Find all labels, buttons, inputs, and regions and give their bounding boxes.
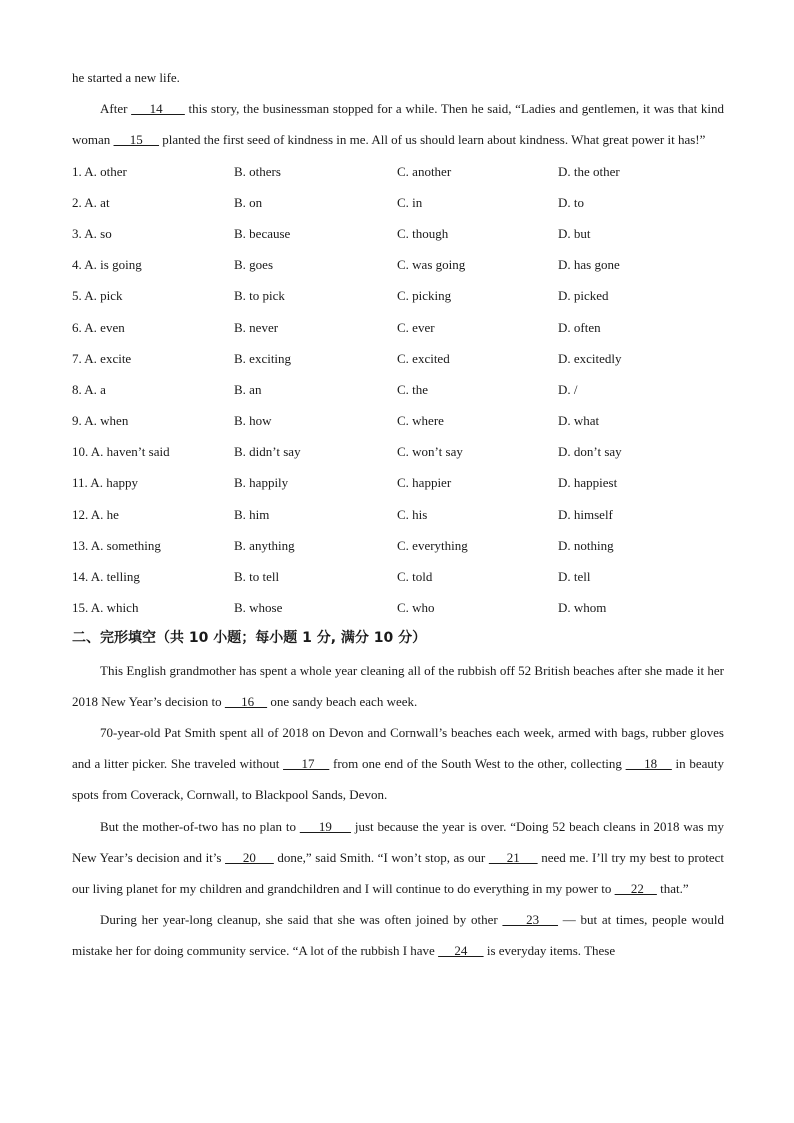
- text-run: 70-year-old Pat Smith spent all of 2018 on Devon and Cornwall’s beaches each week, armed with bags, rubber gloves and a litter picker. She traveled without: [72, 725, 724, 772]
- text-run: During her year-long cleanup, she said that she was often joined by other: [100, 912, 503, 928]
- option-c: C. where: [397, 413, 444, 429]
- option-c: C. was going: [397, 257, 466, 273]
- option-a: 12. A. he: [72, 506, 119, 522]
- blank-23: 23: [502, 912, 559, 928]
- document-page: [72, 62, 724, 967]
- blank-20: 20: [225, 849, 274, 865]
- section-title: 二、完形填空（共 10 小题；每小题 1 分, 满分 10 分）: [72, 630, 427, 647]
- option-row: [72, 530, 724, 561]
- option-a: 13. A. something: [72, 537, 161, 553]
- passage-line: he started a new life.: [72, 70, 180, 85]
- option-row: [72, 405, 724, 436]
- option-b: B. to pick: [234, 288, 285, 304]
- option-row: [72, 561, 724, 592]
- option-d: D. don’t say: [558, 444, 622, 460]
- option-d: D. whom: [558, 600, 607, 616]
- option-a: 1. A. other: [72, 163, 127, 179]
- option-b: B. goes: [234, 257, 273, 273]
- option-c: C. who: [397, 600, 435, 616]
- blank-16: 16: [224, 693, 268, 709]
- option-a: 6. A. even: [72, 319, 125, 335]
- option-c: C. picking: [397, 288, 452, 304]
- option-b: B. didn’t say: [234, 444, 301, 460]
- text-run: that.”: [656, 881, 689, 897]
- text-run: planted the first seed of kindness in me. All of us should learn about kindness. What great power it has!”: [159, 132, 706, 148]
- option-d: D. often: [558, 319, 601, 335]
- text-run: just because the year is over. “Doing 52 beach cleans in 2018 was my New Year’s decision and it’s: [72, 818, 724, 865]
- passage-paragraph: [72, 93, 724, 155]
- option-b: B. him: [234, 506, 270, 522]
- option-d: D. himself: [558, 506, 613, 522]
- option-d: D. excitedly: [558, 350, 622, 366]
- option-a: 3. A. so: [72, 225, 112, 241]
- blank-18: 18: [625, 756, 672, 772]
- blank-22: 22: [614, 881, 657, 897]
- option-b: B. exciting: [234, 350, 292, 366]
- text-run: After: [100, 101, 132, 117]
- option-c: C. another: [397, 163, 452, 179]
- option-c: C. won’t say: [397, 444, 463, 460]
- option-c: C. told: [397, 569, 433, 585]
- text-run: is everyday items. These: [483, 943, 616, 959]
- option-row: [72, 436, 724, 467]
- option-row: [72, 499, 724, 530]
- passage-paragraph: [72, 811, 724, 905]
- option-row: [72, 249, 724, 280]
- blank-14: 14: [131, 101, 185, 117]
- option-b: B. on: [234, 194, 263, 210]
- passage-paragraph: [72, 904, 724, 966]
- option-d: D. happiest: [558, 475, 618, 491]
- option-a: 9. A. when: [72, 413, 129, 429]
- option-row: [72, 374, 724, 405]
- option-a: 8. A. a: [72, 381, 106, 397]
- option-c: C. everything: [397, 537, 468, 553]
- text-run: But the mother-of-two has no plan to: [100, 818, 300, 834]
- option-d: D. the other: [558, 163, 620, 179]
- option-a: 7. A. excite: [72, 350, 132, 366]
- option-a: 2. A. at: [72, 194, 110, 210]
- passage-paragraph: [72, 655, 724, 717]
- text-run: from one end of the South West to the other, collecting: [329, 756, 626, 772]
- text-run: — but at times, people would mistake her for doing community service. “A lot of the rubbish I have: [72, 912, 724, 959]
- option-d: D. what: [558, 413, 600, 429]
- option-row: [72, 218, 724, 249]
- option-row: [72, 467, 724, 498]
- option-row: [72, 312, 724, 343]
- options-list: [72, 156, 724, 624]
- option-d: D. /: [558, 381, 578, 397]
- option-d: D. tell: [558, 569, 591, 585]
- option-d: D. picked: [558, 288, 609, 304]
- text-run: need me. I’ll try my best to protect our living planet for my children and grandchildren and I will continue to do everything in my power to: [72, 849, 724, 897]
- option-c: C. excited: [397, 350, 450, 366]
- option-b: B. how: [234, 413, 272, 429]
- blank-15: 15: [113, 132, 160, 148]
- text-run: done,” said Smith. “I won’t stop, as our: [273, 849, 489, 865]
- option-a: 14. A. telling: [72, 569, 140, 585]
- blank-19: 19: [299, 818, 352, 834]
- option-b: B. anything: [234, 537, 295, 553]
- option-c: C. happier: [397, 475, 452, 491]
- option-c: C. his: [397, 506, 428, 522]
- option-row: [72, 156, 724, 187]
- blank-21: 21: [488, 849, 538, 865]
- option-d: D. has gone: [558, 257, 620, 273]
- option-b: B. never: [234, 319, 279, 335]
- option-d: D. to: [558, 194, 584, 210]
- option-d: D. nothing: [558, 537, 614, 553]
- option-row: [72, 592, 724, 623]
- option-d: D. but: [558, 225, 591, 241]
- text-run: This English grandmother has spent a whole year cleaning all of the rubbish off 52 British beaches after she made it her 2018 New Year’s decision to: [72, 662, 724, 709]
- option-row: [72, 187, 724, 218]
- option-a: 4. A. is going: [72, 257, 142, 273]
- text-run: this story, the businessman stopped for a while. Then he said, “Ladies and gentlemen, it was that kind woman: [72, 101, 725, 148]
- blank-17: 17: [283, 756, 330, 772]
- option-c: C. ever: [397, 319, 435, 335]
- option-b: B. to tell: [234, 569, 280, 585]
- option-c: C. the: [397, 381, 429, 397]
- option-a: 10. A. haven’t said: [72, 444, 170, 460]
- option-c: C. in: [397, 194, 423, 210]
- option-a: 15. A. which: [72, 600, 139, 616]
- option-b: B. an: [234, 381, 262, 397]
- text-run: in beauty spots from Coverack, Cornwall, to Blackpool Sands, Devon.: [72, 756, 725, 803]
- option-row: [72, 343, 724, 374]
- text-run: one sandy beach each week.: [267, 693, 418, 709]
- option-b: B. happily: [234, 475, 289, 491]
- option-b: B. because: [234, 225, 291, 241]
- option-row: [72, 280, 724, 311]
- passage-paragraph: [72, 717, 724, 811]
- option-a: 5. A. pick: [72, 288, 123, 304]
- blank-24: 24: [438, 943, 484, 959]
- option-b: B. whose: [234, 600, 283, 616]
- option-b: B. others: [234, 163, 281, 179]
- option-a: 11. A. happy: [72, 475, 138, 491]
- option-c: C. though: [397, 225, 449, 241]
